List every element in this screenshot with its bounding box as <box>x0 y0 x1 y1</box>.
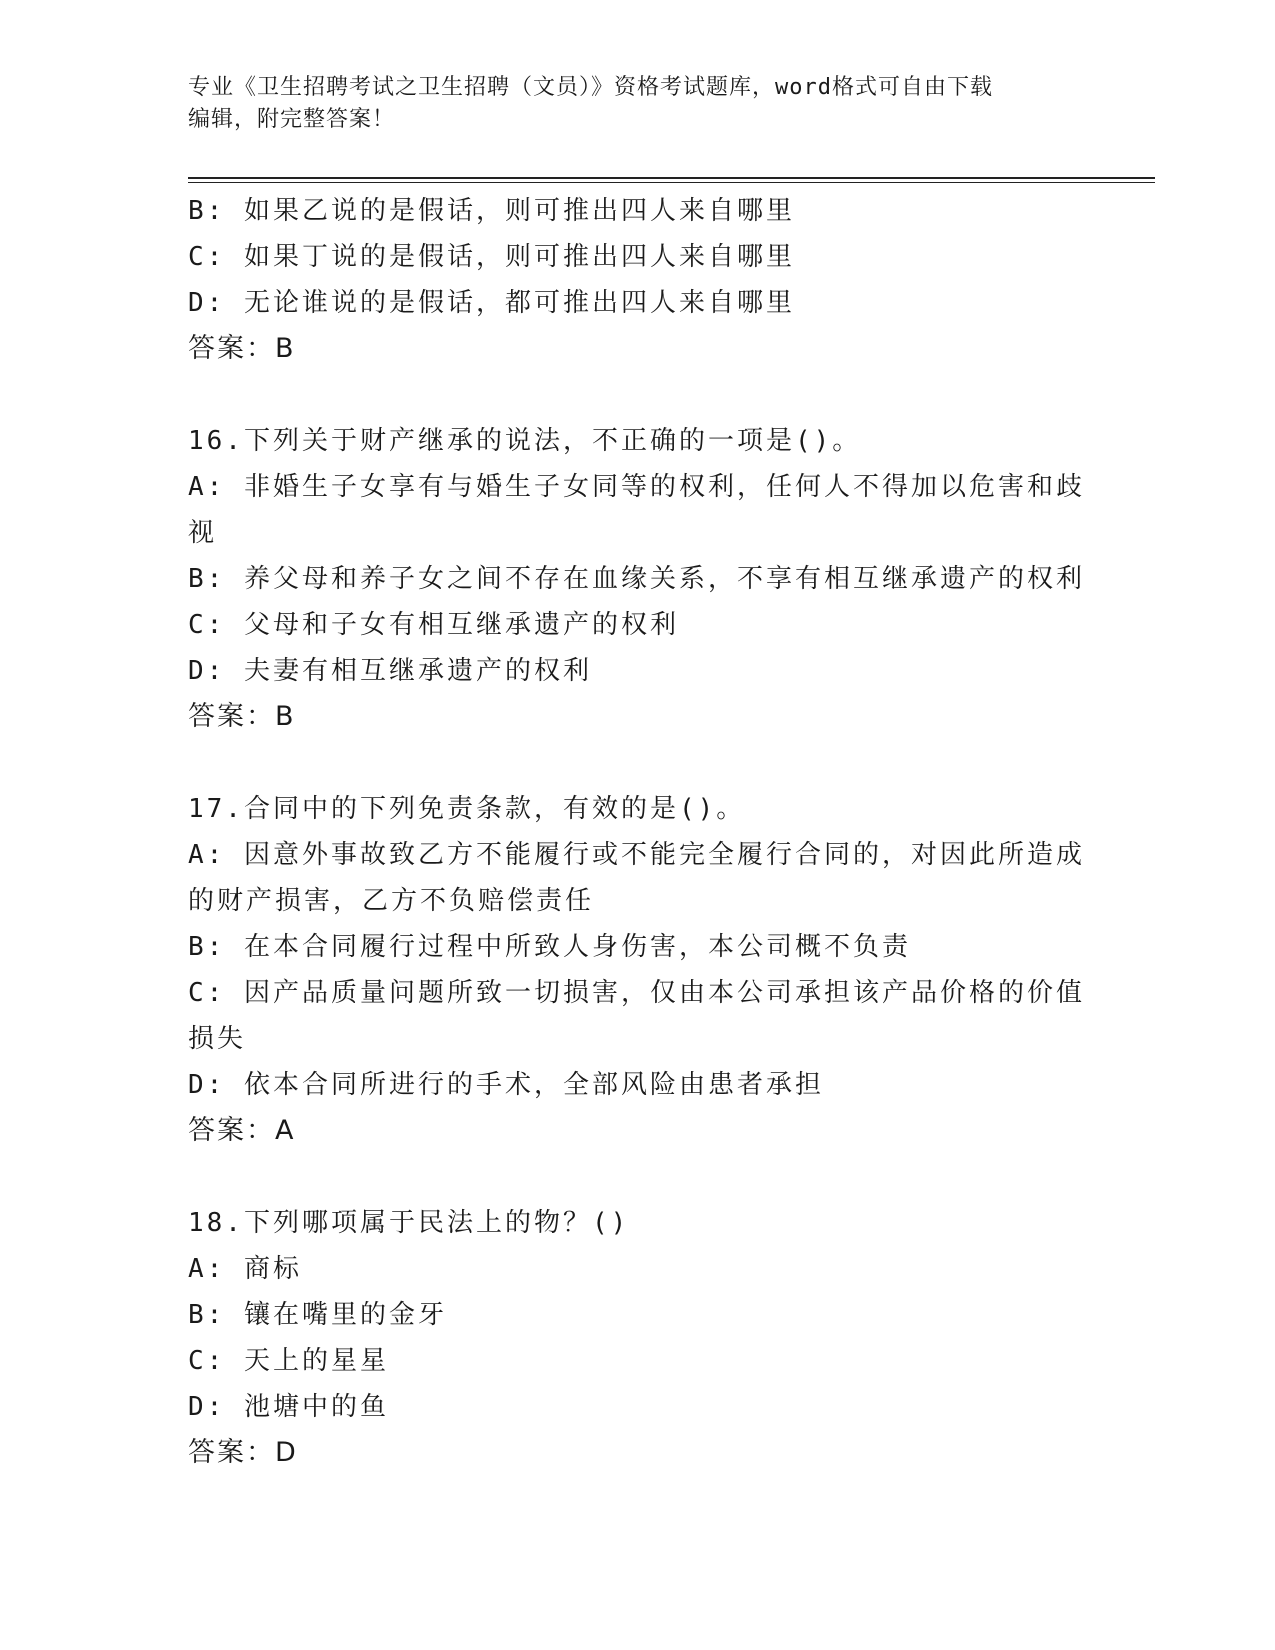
page-header <box>188 72 1088 136</box>
option-line: B: 养父母和养子女之间不存在血缘关系，不享有相互继承遗产的权利 <box>188 564 1085 594</box>
question-line: 17.合同中的下列免责条款，有效的是()。 <box>188 794 746 824</box>
spacer <box>188 1154 1088 1200</box>
header-rule <box>188 177 1155 179</box>
option-line: A: 因意外事故致乙方不能履行或不能完全履行合同的，对因此所造成 <box>188 840 1085 870</box>
spacer <box>188 740 1088 786</box>
option-line: C: 天上的星星 <box>188 1346 389 1376</box>
option-line: C: 如果丁说的是假话，则可推出四人来自哪里 <box>188 242 795 272</box>
answer-line: 答案：B <box>188 701 296 732</box>
option-line: 的财产损害，乙方不负赔偿责任 <box>188 886 595 916</box>
option-line: D: 夫妻有相互继承遗产的权利 <box>188 656 592 686</box>
option-line: D: 无论谁说的是假话，都可推出四人来自哪里 <box>188 288 795 318</box>
option-line: C: 父母和子女有相互继承遗产的权利 <box>188 610 679 640</box>
header-line: 编辑，附完整答案！ <box>188 107 396 132</box>
question-list <box>188 188 1088 1476</box>
answer-line: 答案：D <box>188 1437 298 1468</box>
option-line: A: 非婚生子女享有与婚生子女同等的权利，任何人不得加以危害和歧 <box>188 472 1085 502</box>
header-line: 专业《卫生招聘考试之卫生招聘（文员）》资格考试题库，word格式可自由下载 <box>188 75 993 100</box>
option-line: 损失 <box>188 1024 247 1054</box>
option-line: D: 池塘中的鱼 <box>188 1392 389 1422</box>
option-line: C: 因产品质量问题所致一切损害，仅由本公司承担该产品价格的价值 <box>188 978 1085 1008</box>
question-line: 18.下列哪项属于民法上的物？() <box>188 1208 630 1238</box>
question-block <box>188 418 1088 740</box>
question-line: 16.下列关于财产继承的说法，不正确的一项是()。 <box>188 426 862 456</box>
option-line: B: 在本合同履行过程中所致人身伤害，本公司概不负责 <box>188 932 911 962</box>
spacer <box>188 372 1088 418</box>
header-rule <box>188 182 1155 183</box>
answer-line: 答案：A <box>188 1115 296 1146</box>
question-block <box>188 786 1088 1154</box>
option-line: B: 如果乙说的是假话，则可推出四人来自哪里 <box>188 196 795 226</box>
option-line: A: 商标 <box>188 1254 302 1284</box>
option-line: D: 依本合同所进行的手术，全部风险由患者承担 <box>188 1070 824 1100</box>
option-line: 视 <box>188 518 218 548</box>
question-block <box>188 188 1088 372</box>
question-block <box>188 1200 1088 1476</box>
option-line: B: 镶在嘴里的金牙 <box>188 1300 447 1330</box>
answer-line: 答案：B <box>188 333 296 364</box>
